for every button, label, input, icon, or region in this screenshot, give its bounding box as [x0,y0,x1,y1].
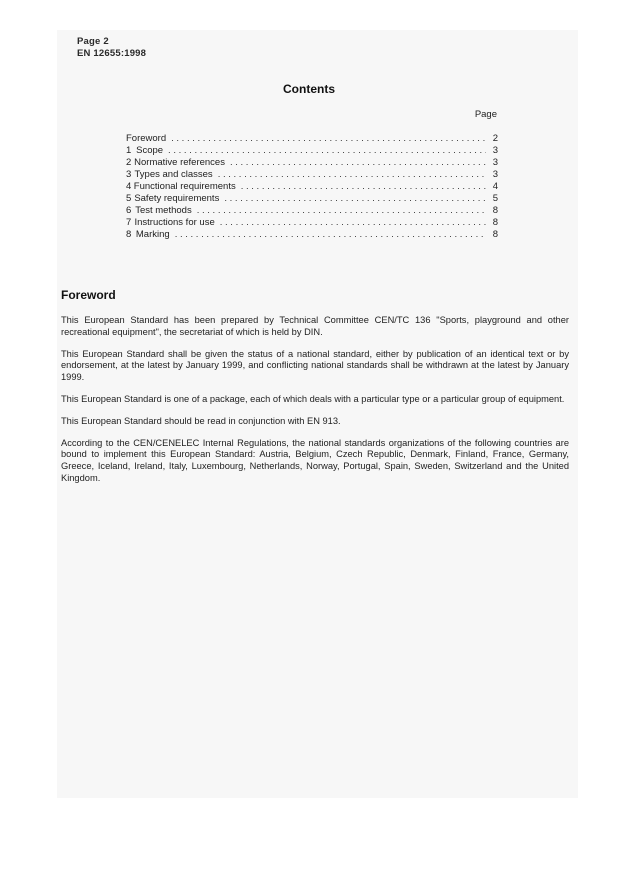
toc-entry-instructions-for-use[interactable] [126,217,498,229]
toc-entry-foreword[interactable] [126,133,498,145]
toc-entry-label: Instructions for use [134,217,215,228]
toc-entry-label: Normative references [134,157,225,168]
foreword-body [61,315,569,495]
foreword-heading: Foreword [61,288,116,302]
toc-leader-dots [224,193,486,205]
toc-leader-dots [168,145,486,157]
foreword-paragraph: This European Standard should be read in conjunction with EN 913. [61,415,341,426]
toc-entry-page: 3 [492,169,498,180]
toc-entry-page: 5 [492,193,498,204]
toc-entry-label: Functional requirements [133,181,236,192]
standard-identifier: EN 12655:1998 [77,47,147,59]
toc-entry-label: Scope [136,145,164,156]
toc-leader-dots [197,205,486,217]
toc-entry-number: 1 [126,145,132,156]
toc-entry-test-methods[interactable] [126,205,498,217]
toc-leader-dots [171,133,486,145]
running-header [77,36,146,59]
page-number-label: Page 2 [77,36,109,47]
contents-title: Contents [283,82,335,96]
toc-entry-label: Foreword [126,133,167,144]
toc-entry-number: 6 [126,205,132,216]
toc-entry-label: Types and classes [134,169,213,180]
table-of-contents [126,133,498,241]
toc-entry-normative-references[interactable] [126,157,498,169]
toc-entry-page: 8 [492,217,498,228]
toc-entry-types-and-classes[interactable] [126,169,498,181]
toc-entry-marking[interactable] [126,229,498,241]
toc-entry-label: Safety requirements [134,193,220,204]
toc-entry-number: 4 [126,181,132,192]
toc-leader-dots [241,181,486,193]
toc-leader-dots [220,217,486,229]
toc-leader-dots [175,229,486,241]
toc-entry-page: 3 [492,157,498,168]
toc-entry-page: 8 [492,205,498,216]
toc-entry-label: Test methods [135,205,192,216]
toc-entry-number: 7 [126,217,132,228]
foreword-paragraph: This European Standard has been prepared by Technical Committee CEN/TC 136 "Sports, playground and other recreational equipment", the secretariat of which is held by DIN. [61,315,569,337]
toc-entry-page: 8 [492,229,498,240]
toc-entry-number: 2 [126,157,132,168]
toc-entry-safety-requirements[interactable] [126,193,498,205]
toc-entry-page: 3 [492,145,498,156]
foreword-paragraph: This European Standard shall be given the status of a national standard, either by publication of an identical text or by endorsement, at the latest by January 1999, and conflicting national standards shall be withdrawn at the latest by January 1999. [61,348,569,383]
toc-entry-number: 5 [126,193,132,204]
page-column-label: Page [474,109,497,120]
toc-leader-dots [218,169,486,181]
toc-entry-number: 3 [126,169,132,180]
toc-entry-label: Marking [135,229,170,240]
toc-leader-dots [230,157,486,169]
toc-entry-scope[interactable] [126,145,498,157]
toc-entry-number: 8 [126,229,132,240]
toc-entry-functional-requirements[interactable] [126,181,498,193]
foreword-paragraph: According to the CEN/CENELEC Internal Regulations, the national standards organizations of the following countries are bound to implement this European Standard: Austria, Belgium, Czech Republic, Denmark, Finland, France, Germany, Greece, Iceland, Ireland, Italy, Luxembourg, Netherlands, Norway, Portugal, Spain, Sweden, Switzerland and the United Kingdom. [61,437,569,483]
foreword-paragraph: This European Standard is one of a package, each of which deals with a particular type or a particular group of equipment. [61,393,565,404]
toc-entry-page: 4 [492,181,498,192]
toc-entry-page: 2 [492,133,498,144]
